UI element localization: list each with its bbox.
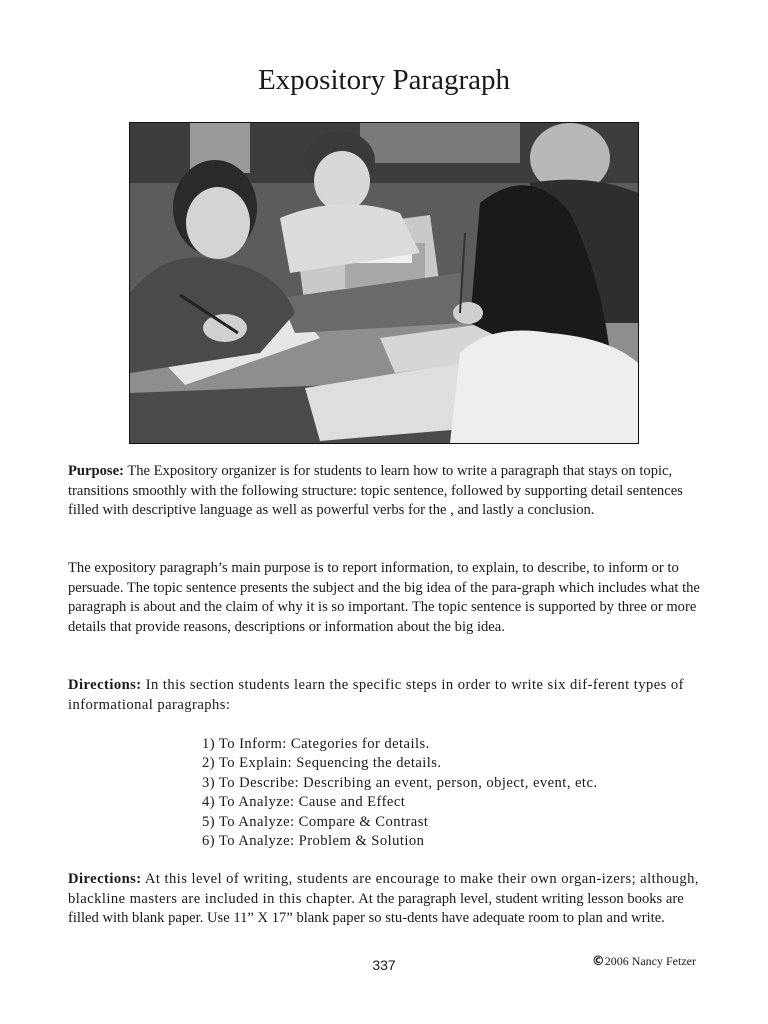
purpose-paragraph — [68, 462, 700, 521]
list-item: 6) To Analyze: Problem & Solution — [202, 833, 425, 850]
list-item: 2) To Explain: Sequencing the details. — [202, 755, 442, 772]
directions-paragraph-2 — [68, 870, 700, 929]
classroom-photo — [129, 122, 639, 444]
list-item: 5) To Analyze: Compare & Contrast — [202, 813, 429, 830]
directions-text-2b: At the paragraph level, student writing lesson books are filled with blank paper. Use 11” X 17” blank paper so stu-dents have adequate room to plan and write. — [68, 890, 684, 926]
list-item: 3) To Describe: Describing an event, person, object, event, etc. — [202, 774, 598, 791]
page-number: 337 — [372, 957, 396, 973]
page-title: Expository Paragraph — [257, 64, 511, 96]
list-item: 4) To Analyze: Cause and Effect — [202, 794, 406, 811]
directions-paragraph-1 — [68, 676, 700, 715]
purpose-text: The Expository organizer is for students to learn how to write a paragraph that stays on topic, transitions smoothly with the following structure: topic sentence, followed by supporting detail sentences filled with descriptive language as well as powerful verbs for the , and lastly a conclusion. — [68, 463, 683, 518]
copyright-icon: © — [591, 954, 605, 969]
list-item: 1) To Inform: Categories for details. — [202, 736, 430, 752]
directions-text-1: In this section students learn the specific steps in order to write six dif-ferent types of informational paragraphs: — [68, 677, 684, 713]
paragraph-types-list — [202, 735, 597, 851]
copyright-notice — [592, 954, 696, 969]
directions-label-1: Directions: — [68, 677, 142, 693]
main-purpose-paragraph: The expository paragraph’s main purpose is to report information, to explain, to describe, to inform or to persuade. The topic sentence presents the subject and the big idea of the para-graph which includes what the paragraph is about and the claim of why it is so important. The topic sentence is supported by three or more details that provide reasons, descriptions or information about the big idea. — [68, 560, 700, 635]
directions-label-2: Directions: — [68, 871, 142, 887]
photo-illustration — [130, 123, 638, 443]
copyright-text: 2006 Nancy Fetzer — [604, 954, 696, 968]
purpose-label: Purpose: — [68, 463, 124, 479]
directions-text-2a: At this level of writing, students are encourage to make their own organ-izers; although, blackline masters are included in this chapter. — [68, 871, 699, 907]
